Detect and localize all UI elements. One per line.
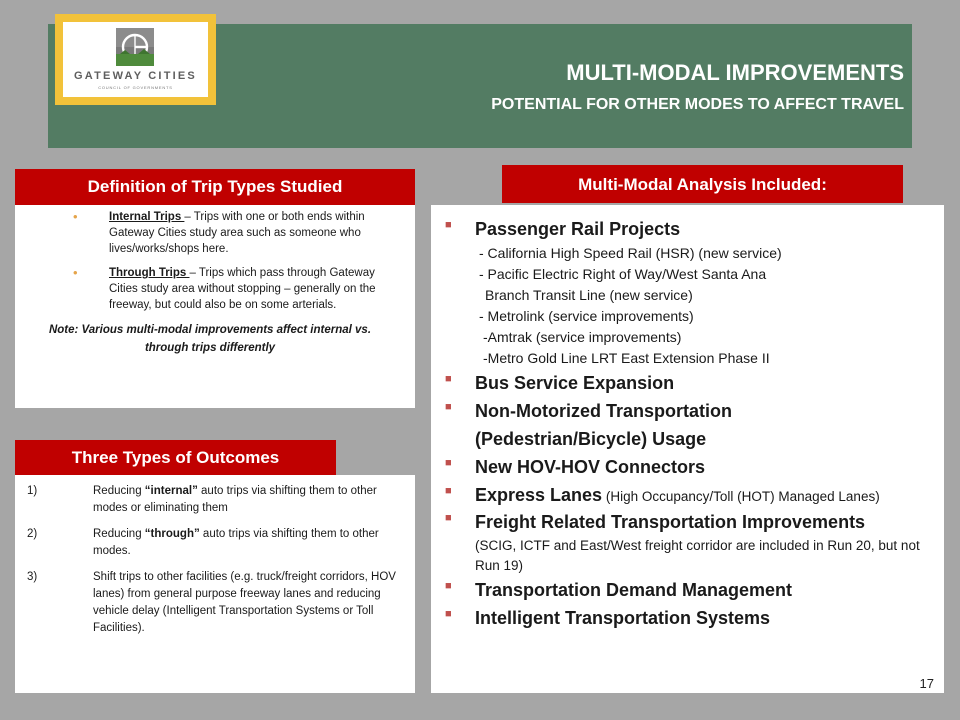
item-number: 3) xyxy=(27,571,38,583)
logo-name: GATEWAY CITIES xyxy=(74,70,197,82)
sub-item: Branch Transit Line (new service) xyxy=(485,287,693,303)
list-item xyxy=(445,508,930,576)
analysis-heading: Multi-Modal Analysis Included: xyxy=(502,165,903,203)
list-item xyxy=(445,453,930,481)
definitions-list xyxy=(15,205,415,313)
list-item xyxy=(27,483,405,517)
item-number: 1) xyxy=(27,485,38,497)
item-note: (High Occupancy/Toll (HOT) Managed Lanes) xyxy=(602,489,880,504)
item-label: Express Lanes xyxy=(475,485,603,505)
page-subtitle: POTENTIAL FOR OTHER MODES TO AFFECT TRAVEL xyxy=(491,96,904,113)
definitions-note: Note: Various multi-modal improvements affect internal vs. through trips differently xyxy=(48,324,372,354)
outcomes-panel xyxy=(15,475,415,693)
term: Through Trips xyxy=(109,267,190,279)
list-item xyxy=(27,569,405,637)
analysis-list xyxy=(431,205,944,632)
square-bullet-icon: ■ xyxy=(445,608,452,620)
list-item xyxy=(63,265,399,313)
item-note: (SCIG, ICTF and East/West freight corridor are included in Run 20, but not Run 19) xyxy=(475,538,920,573)
definition-text: – Trips with one or both ends within Gateway Cities study area such as someone who lives/works/shops here. xyxy=(109,211,365,255)
outcome-emphasis: “internal” xyxy=(144,485,198,497)
logo xyxy=(55,14,216,105)
outcome-text: Reducing xyxy=(93,485,145,497)
outcome-emphasis: “through” xyxy=(144,528,200,540)
outcome-text: auto trips via shifting them to other modes or eliminating them xyxy=(93,485,377,514)
list-item xyxy=(445,215,930,243)
term: Internal Trips xyxy=(109,211,185,223)
list-item xyxy=(445,481,930,508)
outcomes-list xyxy=(15,475,415,637)
list-item xyxy=(27,526,405,560)
bullet-icon: • xyxy=(73,209,78,224)
page-title: MULTI-MODAL IMPROVEMENTS xyxy=(566,60,904,85)
sub-item: - California High Speed Rail (HSR) (new service) xyxy=(479,245,782,261)
bullet-icon: • xyxy=(73,265,78,280)
outcome-text: Reducing xyxy=(93,528,145,540)
analysis-panel xyxy=(431,205,944,693)
sub-item: - Metrolink (service improvements) xyxy=(479,308,694,324)
outcome-text: Shift trips to other facilities (e.g. truck/freight corridors, HOV lanes) from general purpose freeway lanes and reducing vehicle delay (Intelligent Transportation Systems or Toll Facilities). xyxy=(93,571,396,634)
square-bullet-icon: ■ xyxy=(445,485,452,497)
outcomes-heading: Three Types of Outcomes xyxy=(15,440,336,476)
item-label: Non-Motorized Transportation (Pedestrian/Bicycle) Usage xyxy=(475,401,732,449)
item-label: Intelligent Transportation Systems xyxy=(475,608,771,628)
square-bullet-icon: ■ xyxy=(445,219,452,231)
item-label: New HOV-HOV Connectors xyxy=(475,457,706,477)
item-number: 2) xyxy=(27,528,38,540)
square-bullet-icon: ■ xyxy=(445,373,452,385)
logo-inner xyxy=(63,22,208,97)
logo-tagline: COUNCIL OF GOVERNMENTS xyxy=(98,85,173,90)
gateway-cities-logo-icon xyxy=(116,28,154,66)
list-item xyxy=(445,576,930,604)
definitions-heading: Definition of Trip Types Studied xyxy=(15,169,415,205)
square-bullet-icon: ■ xyxy=(445,401,452,413)
sub-item: - Pacific Electric Right of Way/West Santa Ana xyxy=(479,266,767,282)
list-item xyxy=(445,397,930,453)
outcome-text: auto trips via shifting them to other modes. xyxy=(93,528,379,557)
square-bullet-icon: ■ xyxy=(445,580,452,592)
definitions-panel xyxy=(15,205,415,408)
square-bullet-icon: ■ xyxy=(445,457,452,469)
list-item xyxy=(445,369,930,397)
square-bullet-icon: ■ xyxy=(445,512,452,524)
sub-item: -Amtrak (service improvements) xyxy=(483,329,682,345)
item-label: Passenger Rail Projects xyxy=(475,219,681,239)
list-item xyxy=(445,604,930,632)
sub-item: -Metro Gold Line LRT East Extension Phase II xyxy=(483,350,770,366)
list-item xyxy=(63,209,399,257)
page-number: 17 xyxy=(919,676,934,691)
item-label: Bus Service Expansion xyxy=(475,373,675,393)
definition-text: – Trips which pass through Gateway Cities study area without stopping – generally on the freeway, but could also be on some arterials. xyxy=(109,267,376,311)
item-label: Transportation Demand Management xyxy=(475,580,793,600)
item-label: Freight Related Transportation Improvements xyxy=(475,512,866,532)
